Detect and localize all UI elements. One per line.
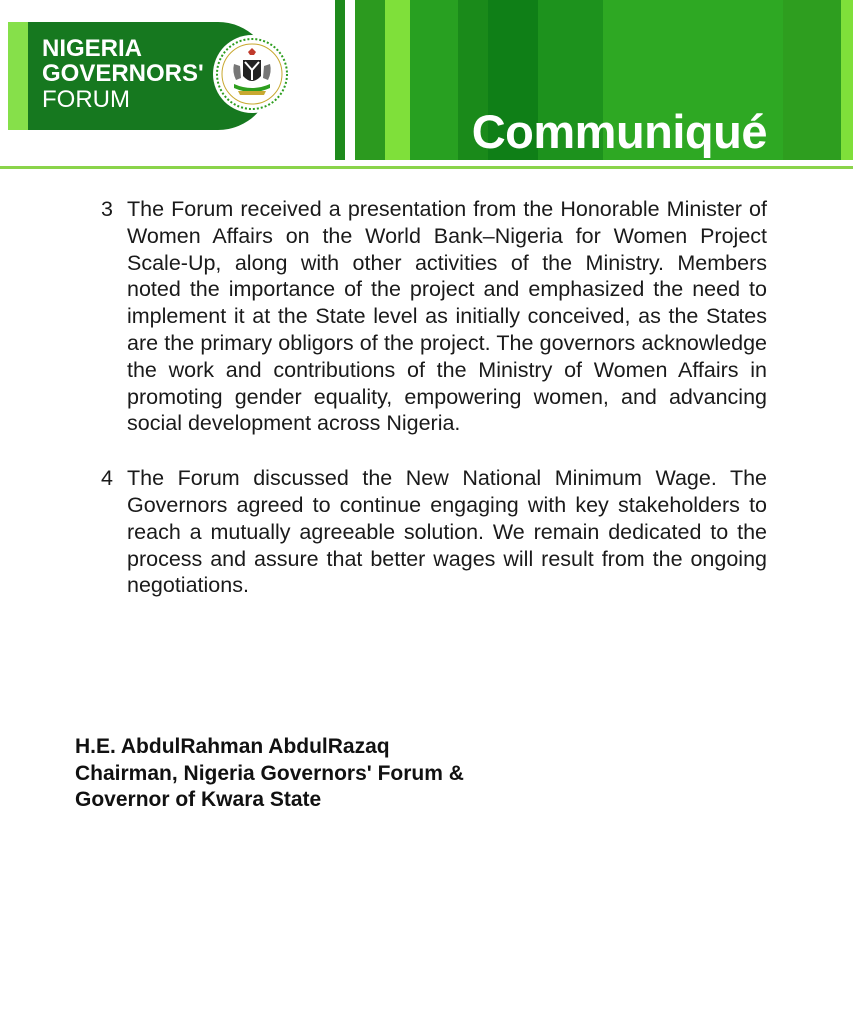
logo-line-2: GOVERNORS'	[42, 60, 204, 88]
logo-accent-bar	[8, 22, 28, 130]
communique-item	[101, 465, 767, 599]
item-text: The Forum received a presentation from the Honorable Minister of Women Affairs on the World Bank–Nigeria for Women Project Scale-Up, along with other activities of the Ministry. Members noted the importance of the project and emphasized the need to implement it at the State level as initially conceived, as the States are the primary obligors of the project. The governors acknowledge the work and contributions of the Ministry of Women Affairs in promoting gender equality, empowering women, and advancing social development across Nigeria.	[127, 197, 767, 436]
communique-body	[0, 196, 853, 599]
signature-block	[75, 734, 464, 814]
item-number: 3	[101, 197, 113, 221]
logo-line-3: FORUM	[42, 85, 130, 113]
nigeria-coat-of-arms-icon	[212, 34, 292, 114]
communique-item	[101, 196, 767, 437]
document-title: Communiqué	[471, 105, 767, 158]
logo-line-1: NIGERIA	[42, 35, 143, 62]
logo-text	[42, 36, 204, 112]
item-number: 4	[101, 466, 113, 491]
page-header	[0, 0, 853, 172]
item-text: The Forum discussed the New National Minimum Wage. The Governors agreed to continue engaging with key stakeholders to reach a mutually agreeable solution. We remain dedicated to the process and assure that better wages will result from the ongoing negotiations.	[127, 466, 767, 598]
header-divider	[0, 166, 853, 169]
signatory-office: Governor of Kwara State	[75, 788, 322, 811]
signatory-title: Chairman, Nigeria Governors' Forum &	[75, 761, 464, 785]
signatory-name: H.E. AbdulRahman AbdulRazaq	[75, 735, 390, 758]
